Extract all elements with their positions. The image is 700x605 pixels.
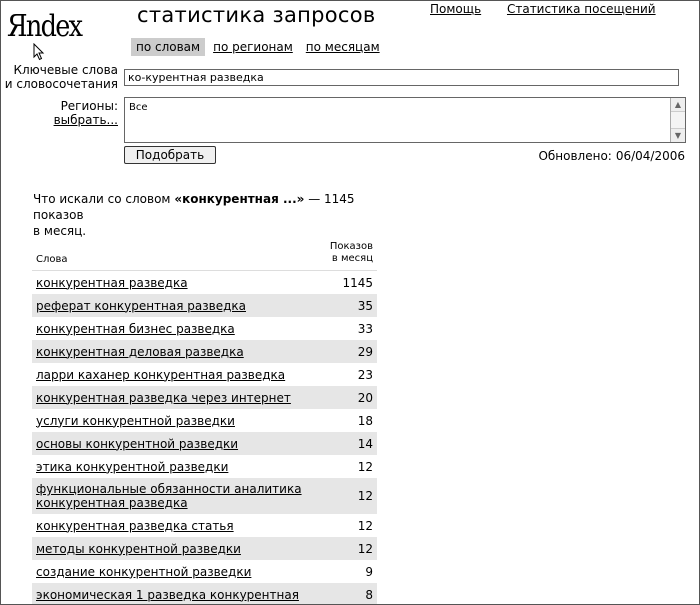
table-row bbox=[32, 317, 377, 340]
regions-select-link[interactable]: выбрать... bbox=[53, 113, 118, 127]
table-row bbox=[32, 478, 377, 514]
keyword-link[interactable]: методы конкурентной разведки bbox=[36, 541, 241, 556]
show-count: 14 bbox=[323, 432, 377, 455]
show-count: 20 bbox=[323, 386, 377, 409]
keyword-link[interactable]: конкурентная разведка статья bbox=[36, 518, 234, 533]
keyword-link-line2: конкурентная разведка bbox=[36, 496, 188, 510]
help-link[interactable]: Помощь bbox=[430, 2, 482, 16]
show-count: 1145 bbox=[342, 275, 373, 290]
updated-date bbox=[538, 149, 685, 163]
show-count: 12 bbox=[323, 537, 377, 560]
page-title: статистика запросов bbox=[137, 3, 376, 27]
table-row bbox=[32, 537, 377, 560]
col-shows-line2: в месяц bbox=[331, 253, 373, 264]
results-summary bbox=[33, 191, 383, 239]
keyword-link[interactable]: ларри каханер конкурентная разведка bbox=[36, 367, 286, 382]
show-count: 29 bbox=[323, 340, 377, 363]
regions-scrollbar[interactable] bbox=[670, 98, 685, 142]
regions-value: Все bbox=[129, 102, 148, 113]
table-row bbox=[32, 340, 377, 363]
keyword-link[interactable]: создание конкурентной разведки bbox=[36, 564, 252, 579]
table-row bbox=[32, 271, 377, 295]
summary-suffix: — 1145 показов bbox=[33, 192, 355, 222]
show-count: 9 bbox=[365, 564, 373, 579]
table-row bbox=[32, 294, 377, 317]
submit-button[interactable]: Подобрать bbox=[124, 146, 216, 164]
table-row bbox=[32, 409, 377, 432]
scroll-down-icon[interactable]: ▼ bbox=[671, 128, 685, 142]
col-shows-header bbox=[323, 239, 377, 271]
table-row bbox=[32, 432, 377, 455]
show-count: 33 bbox=[357, 321, 373, 336]
table-row bbox=[32, 363, 377, 386]
updated-label: Обновлено: bbox=[538, 149, 612, 163]
table-row bbox=[32, 583, 377, 605]
tab-by-words[interactable]: по словам bbox=[131, 38, 205, 56]
show-count: 12 bbox=[323, 478, 377, 514]
yandex-logo[interactable] bbox=[7, 9, 81, 44]
keyword-link[interactable]: экономическая 1 разведка конкурентная bbox=[36, 587, 299, 602]
top-links bbox=[430, 2, 678, 16]
visit-stats-link[interactable]: Статистика посещений bbox=[506, 2, 656, 16]
keyword-link-line1: функциональные обязанности аналитика bbox=[36, 482, 302, 496]
keyword-link[interactable]: конкурентная разведка bbox=[36, 275, 188, 290]
keyword-link[interactable] bbox=[36, 482, 302, 510]
logo-letter: Я bbox=[7, 9, 26, 44]
summary-prefix: Что искали со словом bbox=[33, 192, 175, 206]
mouse-cursor-icon bbox=[33, 43, 45, 61]
show-count: 18 bbox=[357, 413, 373, 428]
logo-rest: ndex bbox=[25, 9, 82, 44]
regions-textarea[interactable] bbox=[124, 97, 686, 143]
regions-label bbox=[1, 99, 118, 127]
keyword-link[interactable]: конкурентная бизнес разведка bbox=[36, 321, 235, 336]
keywords-label-line2: и словосочетания bbox=[4, 77, 118, 91]
col-words-header: Слова bbox=[32, 239, 323, 271]
keyword-link[interactable]: этика конкурентной разведки bbox=[36, 459, 229, 474]
regions-label-text: Регионы: bbox=[60, 99, 118, 113]
results-header bbox=[32, 239, 377, 271]
table-row bbox=[32, 560, 377, 583]
table-row bbox=[32, 455, 377, 478]
table-row bbox=[32, 514, 377, 537]
show-count: 12 bbox=[357, 459, 373, 474]
show-count: 23 bbox=[357, 367, 373, 382]
summary-query: «конкурентная ...» bbox=[174, 192, 305, 206]
keyword-link[interactable]: реферат конкурентная разведка bbox=[36, 298, 246, 313]
tab-by-months[interactable]: по месяцам bbox=[305, 40, 380, 54]
show-count: 35 bbox=[323, 294, 377, 317]
keywords-input[interactable]: ко-курентная разведка bbox=[124, 69, 679, 86]
summary-line2: в месяц. bbox=[33, 224, 87, 238]
show-count: 12 bbox=[357, 518, 373, 533]
tab-by-regions[interactable]: по регионам bbox=[213, 40, 293, 54]
tab-bar bbox=[131, 38, 388, 56]
results-table bbox=[32, 239, 377, 605]
keywords-label bbox=[1, 63, 118, 91]
show-count: 8 bbox=[323, 583, 377, 605]
col-shows-line1: Показов bbox=[329, 241, 373, 252]
keyword-link[interactable]: конкурентная разведка через интернет bbox=[36, 390, 291, 405]
keyword-link[interactable]: основы конкурентной разведки bbox=[36, 436, 239, 451]
keyword-link[interactable]: конкурентная деловая разведка bbox=[36, 344, 244, 359]
keywords-label-line1: Ключевые слова bbox=[13, 63, 118, 77]
scroll-up-icon[interactable]: ▲ bbox=[671, 98, 685, 112]
updated-value: 06/04/2006 bbox=[615, 149, 685, 163]
table-row bbox=[32, 386, 377, 409]
keyword-link[interactable]: услуги конкурентной разведки bbox=[36, 413, 235, 428]
